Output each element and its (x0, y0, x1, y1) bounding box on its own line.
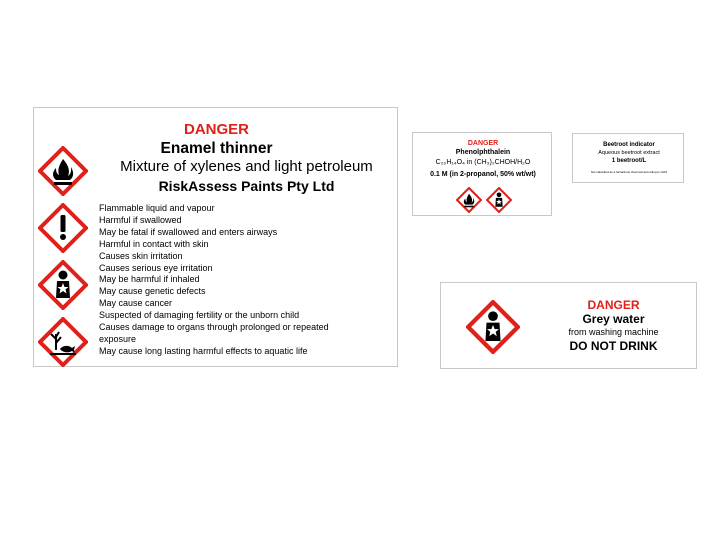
phenolphthalein-label (412, 132, 552, 216)
hazard-statement: May cause genetic defects (99, 286, 206, 297)
product-name: Enamel thinner (160, 140, 273, 157)
signal-word: DANGER (183, 121, 249, 138)
hazard-statement: Flammable liquid and vapour (99, 203, 215, 213)
signal-word: DANGER (467, 140, 499, 147)
environment-icon (38, 317, 88, 367)
pictogram-column (38, 146, 92, 374)
hazard-statement: Harmful if swallowed (99, 214, 182, 225)
flame-icon (456, 187, 482, 213)
hazard-statement: May cause long lasting harmful effects to aquatic life (99, 345, 308, 356)
health-hazard-icon (38, 260, 88, 310)
grey-water-label (440, 282, 697, 369)
supplier-name: RiskAssess Paints Pty Ltd (158, 178, 335, 194)
enamel-thinner-label (33, 107, 398, 367)
health-hazard-icon (466, 300, 520, 354)
beetroot-indicator-label (572, 133, 684, 183)
hazard-statement: May be harmful if inhaled (99, 274, 200, 285)
chemical-formula: C₂₀H₁₄O₄ in (CH₃)₂CHOH/H₂O (435, 159, 531, 166)
pictogram-row (456, 187, 512, 213)
product-name: Beetroot indicator (603, 142, 655, 148)
exclamation-icon (38, 203, 88, 253)
product-name: Grey water (582, 312, 645, 326)
concentration: 0.1 M (in 2-propanol, 50% wt/wt) (430, 171, 536, 178)
product-description: from washing machine (568, 327, 659, 337)
warning-text: DO NOT DRINK (569, 339, 658, 353)
hazard-statement: May be fatal if swallowed and enters airways (99, 226, 278, 237)
hazard-statement: exposure (99, 333, 137, 344)
hazard-statement: Suspected of damaging fertility or the unborn child (99, 310, 300, 321)
product-name: Phenolphthalein (455, 149, 511, 156)
hazard-statement-list (99, 203, 394, 358)
hazard-statement: May cause cancer (99, 298, 173, 309)
health-hazard-icon (486, 187, 512, 213)
hazard-statement: Harmful in contact with skin (99, 238, 209, 249)
hazard-statement: Causes skin irritation (99, 250, 183, 261)
product-description: Mixture of xylenes and light petroleum (120, 158, 373, 175)
concentration: 1 beetroot/L (611, 158, 647, 164)
signal-word: DANGER (587, 298, 640, 312)
hazard-statement: Causes damage to organs through prolonged or repeated (99, 322, 329, 333)
product-description: Aqueous beetroot extract (598, 150, 660, 156)
pictogram-column (466, 300, 520, 354)
hazard-statement: Causes serious eye irritation (99, 262, 213, 273)
classification-note: Not classified as a hazardous chemical according to GHS (590, 170, 668, 174)
